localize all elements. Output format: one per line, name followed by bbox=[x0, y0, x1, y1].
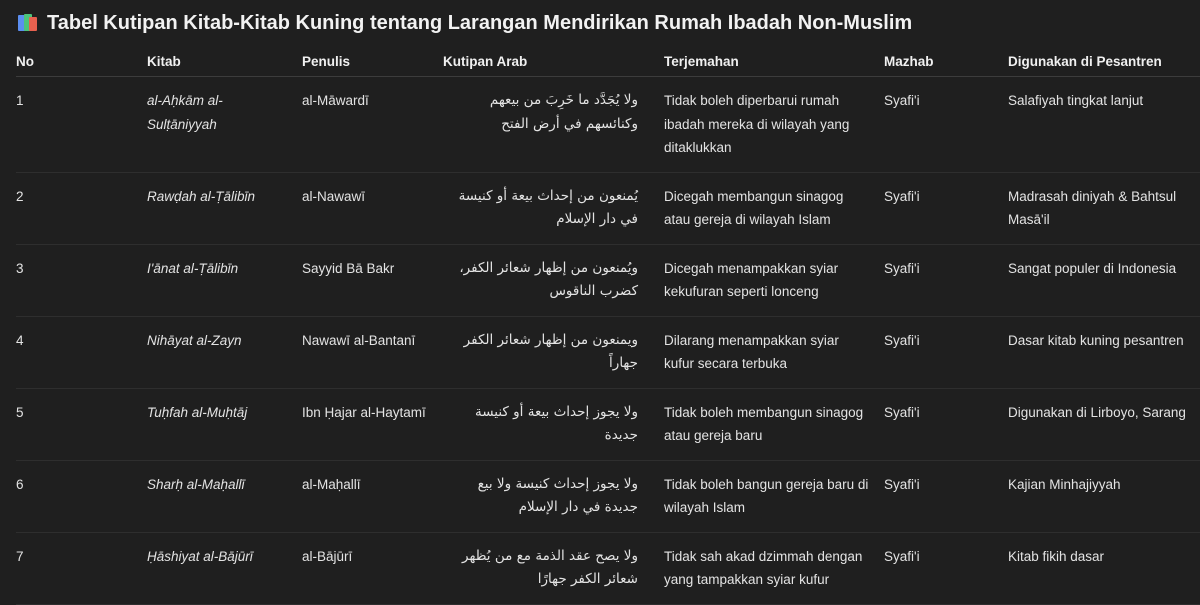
table-row bbox=[16, 77, 1200, 173]
cell-mazhab: Syafi'i bbox=[884, 172, 1008, 244]
cell-penulis: al-Nawawī bbox=[302, 172, 443, 244]
header-terjemahan: Terjemahan bbox=[664, 46, 884, 77]
cell-no: 4 bbox=[16, 316, 147, 388]
cell-pesantren: Dasar kitab kuning pesantren bbox=[1008, 316, 1200, 388]
cell-terjemahan: Dicegah membangun sinagog atau gereja di wilayah Islam bbox=[664, 172, 884, 244]
cell-penulis: al-Maḥallī bbox=[302, 460, 443, 532]
cell-penulis: Ibn Ḥajar al-Haytamī bbox=[302, 388, 443, 460]
header-kutipan-arab: Kutipan Arab bbox=[443, 46, 664, 77]
header-pesantren: Digunakan di Pesantren bbox=[1008, 46, 1200, 77]
header-no: No bbox=[16, 46, 147, 77]
cell-no: 1 bbox=[16, 77, 147, 173]
cell-no: 7 bbox=[16, 532, 147, 604]
page-title: Tabel Kutipan Kitab-Kitab Kuning tentang Larangan Mendirikan Rumah Ibadah Non-Muslim bbox=[47, 11, 913, 34]
cell-terjemahan: Tidak boleh bangun gereja baru di wilayah Islam bbox=[664, 460, 884, 532]
cell-terjemahan: Tidak boleh membangun sinagog atau gereja baru bbox=[664, 388, 884, 460]
kitab-table bbox=[16, 46, 1200, 605]
cell-kitab: Nihāyat al-Zayn bbox=[147, 316, 302, 388]
cell-no: 2 bbox=[16, 172, 147, 244]
cell-arab: ولا يصح عقد الذمة مع من يُظهر شعائر الكفر جهارًا bbox=[443, 532, 664, 604]
cell-terjemahan: Dicegah menampakkan syiar kekufuran seperti lonceng bbox=[664, 244, 884, 316]
cell-kitab: Tuḥfah al-Muḥtāj bbox=[147, 388, 302, 460]
cell-terjemahan: Tidak sah akad dzimmah dengan yang tampakkan syiar kufur bbox=[664, 532, 884, 604]
cell-penulis: Sayyid Bā Bakr bbox=[302, 244, 443, 316]
cell-mazhab: Syafi'i bbox=[884, 77, 1008, 173]
page-title-row bbox=[16, 0, 1200, 46]
cell-arab: ويمنعون من إظهار شعائر الكفر جهاراً bbox=[443, 316, 664, 388]
cell-pesantren: Kitab fikih dasar bbox=[1008, 532, 1200, 604]
cell-no: 6 bbox=[16, 460, 147, 532]
cell-kitab: Sharḥ al-Maḥallī bbox=[147, 460, 302, 532]
cell-pesantren: Madrasah diniyah & Bahtsul Masā'il bbox=[1008, 172, 1200, 244]
header-penulis: Penulis bbox=[302, 46, 443, 77]
cell-kitab: Rawḍah al-Ṭālibīn bbox=[147, 172, 302, 244]
cell-mazhab: Syafi'i bbox=[884, 316, 1008, 388]
cell-no: 5 bbox=[16, 388, 147, 460]
cell-arab: ولا يُجَدَّد ما خَرِبَ من بيعهم وكنائسهم في أرض الفتح bbox=[443, 77, 664, 173]
cell-no: 3 bbox=[16, 244, 147, 316]
table-row bbox=[16, 460, 1200, 532]
books-icon bbox=[18, 14, 38, 32]
cell-arab: ولا يجوز إحداث كنيسة ولا بيع جديدة في دار الإسلام bbox=[443, 460, 664, 532]
cell-kitab: al-Aḥkām al-Sulṭāniyyah bbox=[147, 77, 302, 173]
cell-arab: ولا يجوز إحداث بيعة أو كنيسة جديدة bbox=[443, 388, 664, 460]
cell-penulis: al-Māwardī bbox=[302, 77, 443, 173]
cell-pesantren: Kajian Minhajiyyah bbox=[1008, 460, 1200, 532]
cell-pesantren: Salafiyah tingkat lanjut bbox=[1008, 77, 1200, 173]
table-row bbox=[16, 388, 1200, 460]
table-header-row bbox=[16, 46, 1200, 77]
cell-terjemahan: Tidak boleh diperbarui rumah ibadah mereka di wilayah yang ditaklukkan bbox=[664, 77, 884, 173]
cell-arab: يُمنعون من إحداث بيعة أو كنيسة في دار الإسلام bbox=[443, 172, 664, 244]
header-mazhab: Mazhab bbox=[884, 46, 1008, 77]
table-row bbox=[16, 172, 1200, 244]
cell-pesantren: Digunakan di Lirboyo, Sarang bbox=[1008, 388, 1200, 460]
cell-pesantren: Sangat populer di Indonesia bbox=[1008, 244, 1200, 316]
cell-mazhab: Syafi'i bbox=[884, 532, 1008, 604]
cell-terjemahan: Dilarang menampakkan syiar kufur secara terbuka bbox=[664, 316, 884, 388]
cell-mazhab: Syafi'i bbox=[884, 460, 1008, 532]
header-kitab: Kitab bbox=[147, 46, 302, 77]
cell-kitab: Ḥāshiyat al-Bājūrī bbox=[147, 532, 302, 604]
cell-mazhab: Syafi'i bbox=[884, 388, 1008, 460]
cell-mazhab: Syafi'i bbox=[884, 244, 1008, 316]
table-row bbox=[16, 244, 1200, 316]
cell-kitab: I'ānat al-Ṭālibīn bbox=[147, 244, 302, 316]
cell-penulis: al-Bājūrī bbox=[302, 532, 443, 604]
cell-arab: ويُمنعون من إظهار شعائر الكفر، كضرب الناقوس bbox=[443, 244, 664, 316]
table-row bbox=[16, 532, 1200, 604]
table-row bbox=[16, 316, 1200, 388]
cell-penulis: Nawawī al-Bantanī bbox=[302, 316, 443, 388]
